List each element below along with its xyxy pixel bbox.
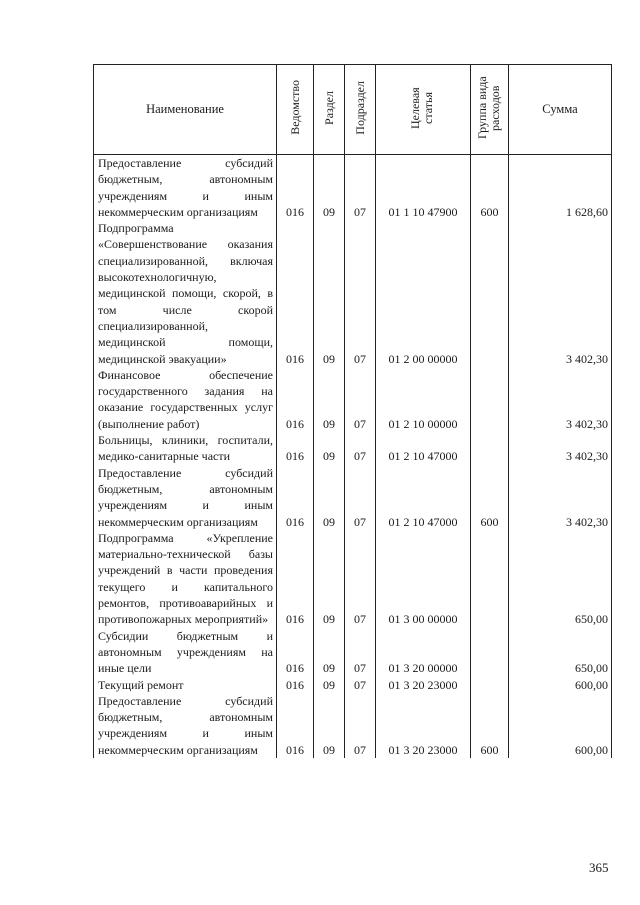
row-vedomstvo: 016 (277, 367, 314, 432)
table-row (94, 465, 612, 530)
row-vedomstvo: 016 (277, 693, 314, 758)
row-gruppa (471, 530, 509, 628)
row-razdel: 09 (314, 155, 345, 221)
row-celevaya-statya: 01 2 10 47000 (376, 465, 471, 530)
table-body (94, 155, 612, 758)
row-name: Подпрограмма «Укрепление материально-технической базы учреждений в части проведения текущего и капитального ремонтов, противоаварийных и противопожарных мероприятий» (94, 530, 277, 628)
row-summa: 650,00 (509, 628, 612, 677)
table-row (94, 628, 612, 677)
header-gruppa-vida-raskhodov: Группа вида расходов (471, 65, 509, 155)
row-podrazdel: 07 (345, 367, 376, 432)
row-razdel: 09 (314, 677, 345, 693)
row-podrazdel: 07 (345, 432, 376, 465)
row-gruppa (471, 677, 509, 693)
table-row (94, 432, 612, 465)
row-summa: 600,00 (509, 677, 612, 693)
row-name: Предоставление субсидий бюджетным, автономным учреждениям и иным некоммерческим организациям (94, 465, 277, 530)
row-gruppa (471, 220, 509, 367)
row-razdel: 09 (314, 367, 345, 432)
row-vedomstvo: 016 (277, 530, 314, 628)
row-gruppa (471, 628, 509, 677)
row-summa: 3 402,30 (509, 367, 612, 432)
page-number: 365 (589, 860, 609, 875)
row-podrazdel: 07 (345, 155, 376, 221)
table-header (94, 65, 612, 155)
row-vedomstvo: 016 (277, 432, 314, 465)
row-razdel: 09 (314, 693, 345, 758)
row-celevaya-statya: 01 3 20 23000 (376, 693, 471, 758)
row-gruppa: 600 (471, 465, 509, 530)
row-summa: 3 402,30 (509, 465, 612, 530)
row-vedomstvo: 016 (277, 220, 314, 367)
budget-table (93, 64, 612, 758)
row-podrazdel: 07 (345, 220, 376, 367)
row-podrazdel: 07 (345, 465, 376, 530)
header-celevaya-statya: Целевая статья (376, 65, 471, 155)
row-name: Предоставление субсидий бюджетным, автономным учреждениям и иным некоммерческим организациям (94, 693, 277, 758)
row-name: Субсидии бюджетным и автономным учреждениям на иные цели (94, 628, 277, 677)
row-name: Подпрограмма «Совершенствование оказания специализированной, включая высокотехнологичную, медицинской помощи, скорой, в том числе скорой специализированной, медицинской помощи, медицинской эвакуации» (94, 220, 277, 367)
header-razdel: Раздел (314, 65, 345, 155)
header-summa: Сумма (509, 65, 612, 155)
row-celevaya-statya: 01 1 10 47900 (376, 155, 471, 221)
table-row (94, 367, 612, 432)
row-vedomstvo: 016 (277, 677, 314, 693)
row-summa: 600,00 (509, 693, 612, 758)
row-gruppa: 600 (471, 155, 509, 221)
row-celevaya-statya: 01 3 20 23000 (376, 677, 471, 693)
row-name: Текущий ремонт (94, 677, 277, 693)
header-name: Наименование (94, 65, 277, 155)
row-razdel: 09 (314, 530, 345, 628)
row-summa: 3 402,30 (509, 220, 612, 367)
row-podrazdel: 07 (345, 677, 376, 693)
header-vedomstvo: Ведомство (277, 65, 314, 155)
row-celevaya-statya: 01 3 00 00000 (376, 530, 471, 628)
row-vedomstvo: 016 (277, 155, 314, 221)
row-name: Больницы, клиники, госпитали, медико-санитарные части (94, 432, 277, 465)
row-summa: 650,00 (509, 530, 612, 628)
table-row (94, 693, 612, 758)
row-podrazdel: 07 (345, 628, 376, 677)
row-razdel: 09 (314, 628, 345, 677)
row-celevaya-statya: 01 2 10 00000 (376, 367, 471, 432)
row-name: Финансовое обеспечение государственного задания на оказание государственных услуг (выполнение работ) (94, 367, 277, 432)
row-razdel: 09 (314, 465, 345, 530)
row-vedomstvo: 016 (277, 465, 314, 530)
table-row (94, 155, 612, 221)
table-row (94, 677, 612, 693)
row-razdel: 09 (314, 220, 345, 367)
header-podrazdel: Подраздел (345, 65, 376, 155)
row-name: Предоставление субсидий бюджетным, автономным учреждениям и иным некоммерческим организациям (94, 155, 277, 221)
row-razdel: 09 (314, 432, 345, 465)
row-summa: 3 402,30 (509, 432, 612, 465)
row-celevaya-statya: 01 2 00 00000 (376, 220, 471, 367)
row-gruppa (471, 367, 509, 432)
row-celevaya-statya: 01 2 10 47000 (376, 432, 471, 465)
row-gruppa: 600 (471, 693, 509, 758)
row-gruppa (471, 432, 509, 465)
row-celevaya-statya: 01 3 20 00000 (376, 628, 471, 677)
row-podrazdel: 07 (345, 693, 376, 758)
row-summa: 1 628,60 (509, 155, 612, 221)
row-podrazdel: 07 (345, 530, 376, 628)
table-row (94, 530, 612, 628)
table-row (94, 220, 612, 367)
row-vedomstvo: 016 (277, 628, 314, 677)
